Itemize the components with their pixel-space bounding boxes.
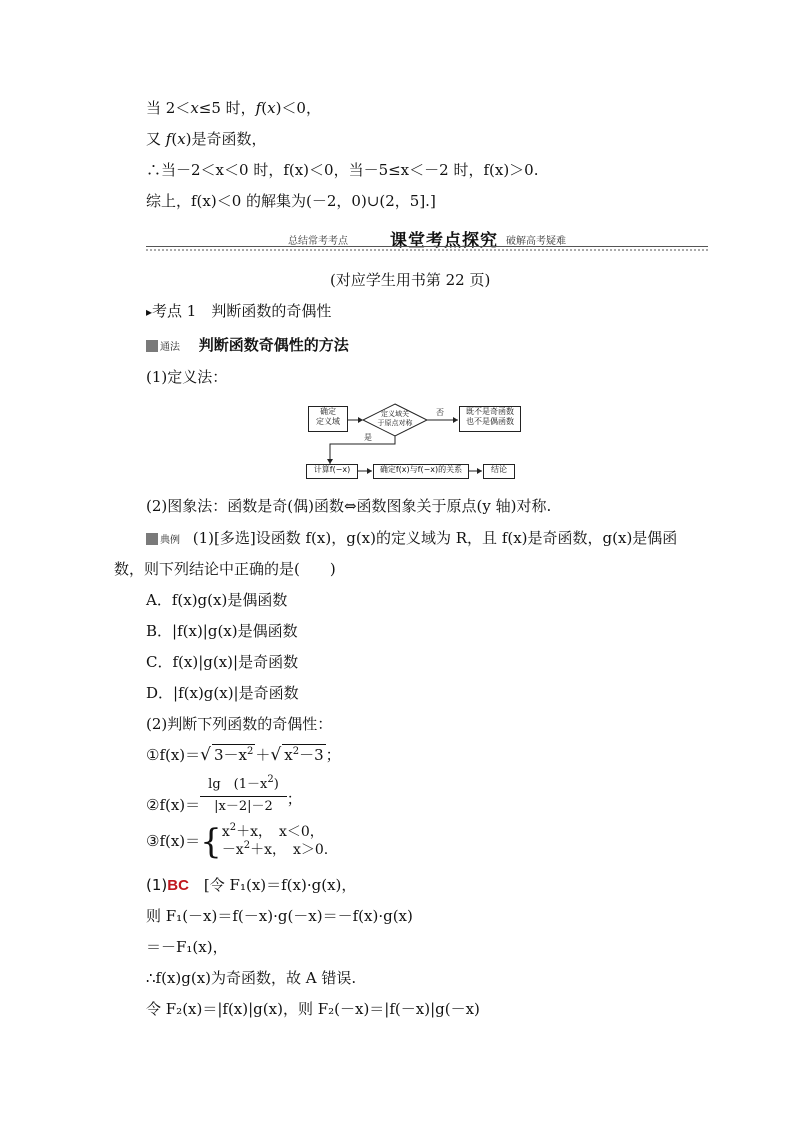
graph-method: (2)图象法：函数是奇(偶)函数⇔函数图象关于原点(y 轴)对称. <box>146 497 552 515</box>
answer-highlight: BC <box>167 877 189 894</box>
flow-yes-label: 是 <box>364 433 372 442</box>
example-line-2: 数，则下列结论中正确的是( ) <box>114 560 336 578</box>
banner-rule <box>146 246 708 247</box>
var-f: f <box>255 99 262 117</box>
example-tag-label: 典例 <box>160 535 180 546</box>
banner-rule-dotted <box>146 249 708 251</box>
f3-label: ③f(x)＝ <box>146 832 201 850</box>
flow-box-neither: 既不是奇函数 也不是偶函数 <box>459 406 521 432</box>
sqrt-icon: √ <box>200 745 212 765</box>
var-x: x <box>177 130 186 148</box>
f2-end: ； <box>286 790 302 808</box>
text-seg: )是奇函数， <box>185 130 267 148</box>
f1-end: ； <box>325 746 341 764</box>
text-line-4: 综上，f(x)＜0 的解集为(－2，0)∪(2，5].] <box>146 192 436 210</box>
option-d: D．|f(x)g(x)|是奇函数 <box>146 684 299 702</box>
solution-line-2: 则 F₁(－x)＝f(－x)·g(－x)＝－f(x)·g(x) <box>146 907 413 925</box>
var-f: f <box>165 130 172 148</box>
function-3 <box>146 824 328 860</box>
banner-right-text: 破解高考疑难 <box>506 236 566 247</box>
solution-line-5: 令 F₂(x)＝|f(x)|g(x)，则 F₂(－x)＝|f(－x)|g(－x) <box>146 1000 480 1018</box>
part-2-heading: (2)判断下列函数的奇偶性： <box>146 715 333 733</box>
f1-radicand-1: $3-x^2$ <box>212 744 255 768</box>
var-x: x <box>267 99 276 117</box>
var-x: x <box>190 99 199 117</box>
option-a: A．f(x)g(x)是偶函数 <box>146 591 288 609</box>
kaodian-heading <box>146 301 331 322</box>
function-1: ①f(x)＝√ $3-x^2$ ＋√ $x^2-3$ ； <box>146 744 341 768</box>
left-brace-icon: { <box>200 822 222 862</box>
f3-case-2: $-x^2+x$， x＞0. <box>221 840 329 858</box>
option-b: B．|f(x)|g(x)是偶函数 <box>146 622 298 640</box>
example-line-1 <box>146 528 677 551</box>
text-line-3: ∴当－2＜x＜0 时，f(x)＜0，当－5≤x＜－2 时，f(x)＞0. <box>146 161 539 179</box>
flow-box-relation: 确定f(x)与f(−x)的关系 <box>373 464 469 479</box>
text-seg: 当 2＜ <box>146 99 191 117</box>
flow-box-compute: 计算f(−x) <box>306 464 358 479</box>
method-tag-icon <box>146 340 158 352</box>
method-heading <box>146 335 349 358</box>
page-reference: (对应学生用书第 22 页) <box>330 271 491 289</box>
flow-box-domain: 确定 定义域 <box>308 406 348 432</box>
banner-title: 课堂考点探究 <box>390 231 498 251</box>
text-seg: ≤5 时， <box>198 99 256 117</box>
f2-denominator: |x－2|－2 <box>214 799 273 814</box>
flow-diamond-text: 定义域关 于原点对称 <box>377 410 413 427</box>
flow-box-conclusion: 结论 <box>483 464 515 479</box>
text-line-1 <box>146 98 321 118</box>
text-seg: ( <box>171 130 178 148</box>
f1-radicand-2: $x^2-3$ <box>282 744 325 768</box>
flow-no-label: 否 <box>436 408 444 417</box>
f2-numerator: lg $(1-x^2)$ <box>200 776 287 797</box>
f2-fraction <box>200 776 287 816</box>
solution-line-3: ＝－F₁(x)， <box>146 938 228 956</box>
example-text: (1)[多选]设函数 f(x)，g(x)的定义域为 R，且 f(x)是奇函数，g(x)是偶函 <box>192 529 678 547</box>
text-seg: )＜0， <box>275 99 321 117</box>
option-c: C．f(x)|g(x)|是奇函数 <box>146 653 299 671</box>
sqrt-icon: √ <box>270 745 282 765</box>
kaodian-icon: ▸ <box>146 305 153 319</box>
method-tag-label: 通法 <box>160 342 180 353</box>
f1-label: ①f(x)＝ <box>146 746 201 764</box>
text-line-2 <box>146 129 267 149</box>
text-seg: 又 <box>146 130 166 148</box>
solution-line-1: (1)BC [令 F₁(x)＝f(x)·g(x)， <box>146 876 357 894</box>
flowchart <box>300 396 540 486</box>
solution-line-4: ∴f(x)g(x)为奇函数，故 A 错误. <box>146 969 357 987</box>
text-seg: ( <box>261 99 268 117</box>
f3-case-1: $x^2+x$， x＜0， <box>221 822 324 840</box>
banner-left-text: 总结常考考点 <box>288 236 348 247</box>
f3-cases <box>222 824 328 860</box>
method-title: 判断函数奇偶性的方法 <box>198 336 349 354</box>
definition-method: (1)定义法： <box>146 368 228 386</box>
example-tag-icon <box>146 533 158 545</box>
f2-label: ②f(x)＝ <box>146 796 201 814</box>
function-2 <box>146 776 302 816</box>
section-banner <box>146 226 708 252</box>
kaodian-title: 考点 1 判断函数的奇偶性 <box>152 302 332 320</box>
solution-text: [令 F₁(x)＝f(x)·g(x)， <box>188 876 357 894</box>
